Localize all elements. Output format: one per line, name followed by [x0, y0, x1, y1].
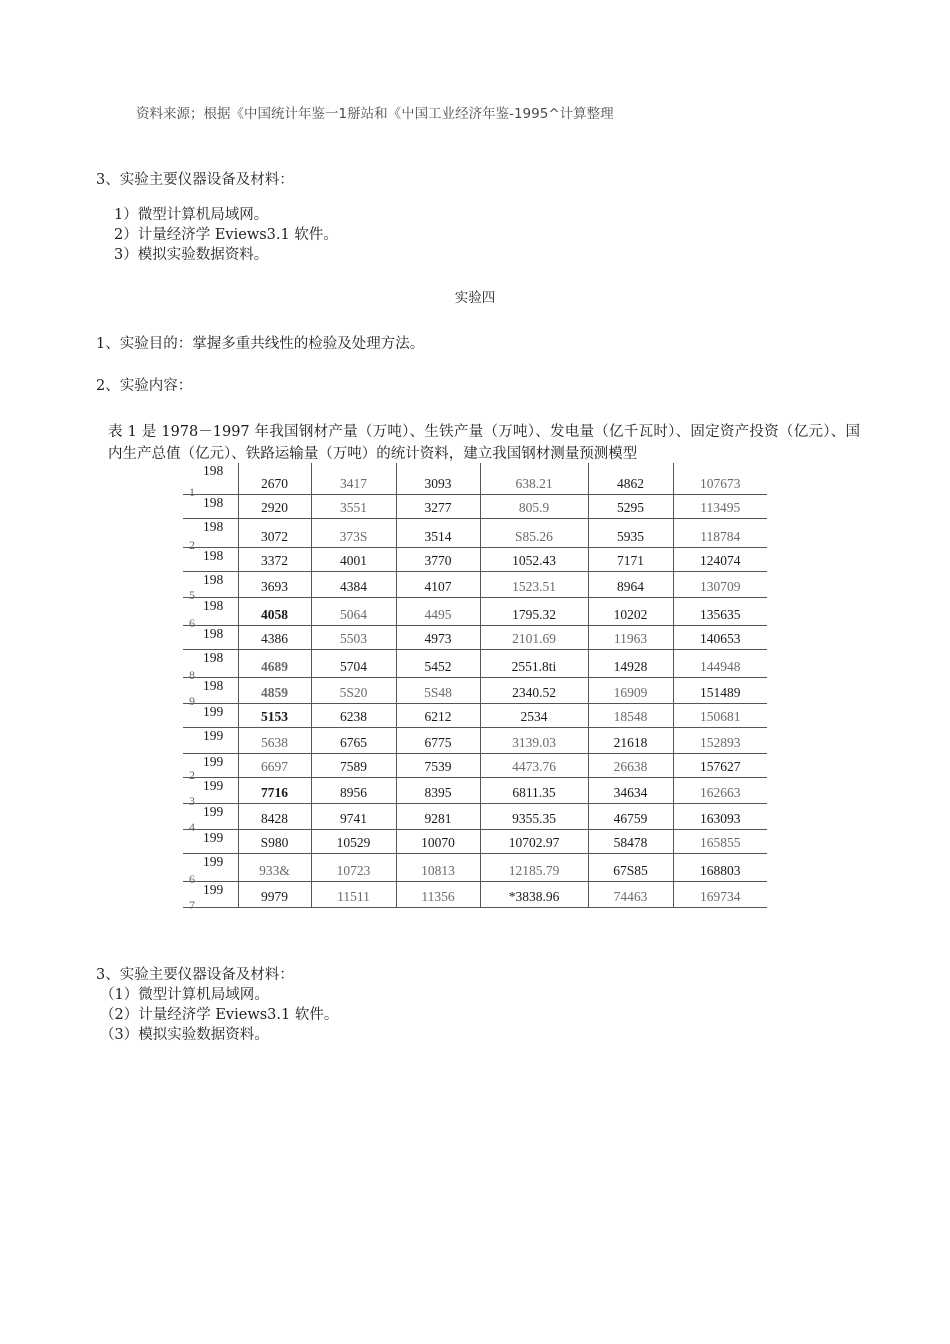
data-cell: 46759 [588, 803, 673, 829]
data-cell: 3277 [396, 494, 480, 518]
table-row [183, 547, 767, 571]
table-row [183, 597, 767, 625]
data-cell: 130709 [673, 571, 767, 597]
table-row [183, 518, 767, 547]
data-cell: 163093 [673, 803, 767, 829]
equipment-item-2: （2）计量经济学 Eviews3.1 软件。 [100, 1007, 339, 1023]
data-cell: 5S20 [311, 677, 396, 703]
data-cell: 165855 [673, 829, 767, 853]
data-cell: 169734 [673, 881, 767, 907]
data-cell: 118784 [673, 518, 767, 547]
table-row [183, 753, 767, 777]
data-cell: 10813 [396, 853, 480, 881]
table-row [183, 853, 767, 881]
data-cell: 9355.35 [480, 803, 588, 829]
year-cell: 199 4 [183, 803, 238, 829]
data-cell: S980 [238, 829, 311, 853]
table-row [183, 829, 767, 853]
data-cell: 8964 [588, 571, 673, 597]
data-cell: 10529 [311, 829, 396, 853]
data-cell: 4862 [588, 463, 673, 494]
data-cell: 805.9 [480, 494, 588, 518]
data-cell: 373S [311, 518, 396, 547]
data-cell: *3838.96 [480, 881, 588, 907]
year-cell: 199 3 [183, 777, 238, 803]
data-cell: 6238 [311, 703, 396, 727]
data-cell: 4058 [238, 597, 311, 625]
data-cell: 113495 [673, 494, 767, 518]
table-row [183, 571, 767, 597]
equipment-item: 3）模拟实验数据资料。 [114, 247, 269, 263]
data-cell: 124074 [673, 547, 767, 571]
data-cell: 157627 [673, 753, 767, 777]
data-cell: 150681 [673, 703, 767, 727]
year-cell: 198 [183, 625, 238, 649]
data-cell: 6765 [311, 727, 396, 753]
data-cell: 3551 [311, 494, 396, 518]
experiment-title: 实验四 [454, 290, 496, 306]
year-cell: 199 7 [183, 881, 238, 907]
year-cell: 198 5 [183, 571, 238, 597]
data-cell: 58478 [588, 829, 673, 853]
year-cell: 199 [183, 829, 238, 853]
table-row [183, 494, 767, 518]
data-cell: 4384 [311, 571, 396, 597]
data-cell: 1795.32 [480, 597, 588, 625]
year-cell: 198 2 [183, 518, 238, 547]
table-row [183, 703, 767, 727]
data-cell: 3372 [238, 547, 311, 571]
data-cell: 7171 [588, 547, 673, 571]
steel-data-table [183, 463, 767, 912]
content-heading: 2、实验内容： [96, 378, 193, 394]
year-cell: 198 [183, 494, 238, 518]
data-cell: 4495 [396, 597, 480, 625]
equipment-item: 2）计量经济学 Eviews3.1 软件。 [114, 227, 338, 243]
data-cell: 3514 [396, 518, 480, 547]
data-cell: 3417 [311, 463, 396, 494]
data-cell: 26638 [588, 753, 673, 777]
data-cell: 10070 [396, 829, 480, 853]
data-cell: 140653 [673, 625, 767, 649]
data-cell: 107673 [673, 463, 767, 494]
data-cell: 4473.76 [480, 753, 588, 777]
data-cell: 5638 [238, 727, 311, 753]
data-cell: 151489 [673, 677, 767, 703]
data-cell: 6697 [238, 753, 311, 777]
data-cell: S85.26 [480, 518, 588, 547]
data-cell: 3072 [238, 518, 311, 547]
year-cell: 199 [183, 703, 238, 727]
data-cell: 4973 [396, 625, 480, 649]
data-cell: 5704 [311, 649, 396, 677]
data-cell: 7716 [238, 777, 311, 803]
equipment-item-2: （1）微型计算机局域网。 [100, 987, 269, 1003]
data-cell: 144948 [673, 649, 767, 677]
year-cell: 198 6 [183, 597, 238, 625]
data-cell: 5452 [396, 649, 480, 677]
table-row [183, 803, 767, 829]
table-row [183, 649, 767, 677]
data-cell: 2101.69 [480, 625, 588, 649]
data-cell: 16909 [588, 677, 673, 703]
data-cell: 135635 [673, 597, 767, 625]
data-cell: 11356 [396, 881, 480, 907]
year-cell: 199 2 [183, 753, 238, 777]
data-cell: 4386 [238, 625, 311, 649]
data-cell: 3139.03 [480, 727, 588, 753]
data-cell: 74463 [588, 881, 673, 907]
data-cell: 8395 [396, 777, 480, 803]
data-cell: 11511 [311, 881, 396, 907]
equipment-heading-2: 3、实验主要仪器设备及材料： [96, 967, 294, 983]
data-cell: 67S85 [588, 853, 673, 881]
data-cell: 7539 [396, 753, 480, 777]
equipment-item: 1）微型计算机局域网。 [114, 207, 269, 223]
data-cell: 4689 [238, 649, 311, 677]
data-cell: 1052.43 [480, 547, 588, 571]
year-cell: 198 [183, 547, 238, 571]
table-row [183, 727, 767, 753]
table-row [183, 677, 767, 703]
data-cell: 11963 [588, 625, 673, 649]
year-cell: 198 1 [183, 463, 238, 494]
data-cell: 2534 [480, 703, 588, 727]
data-cell: 9281 [396, 803, 480, 829]
equipment-heading: 3、实验主要仪器设备及材料： [96, 172, 294, 188]
year-cell: 199 [183, 727, 238, 753]
data-cell: 168803 [673, 853, 767, 881]
data-cell: 5S48 [396, 677, 480, 703]
data-cell: 4001 [311, 547, 396, 571]
data-cell: 9741 [311, 803, 396, 829]
data-cell: 162663 [673, 777, 767, 803]
data-cell: 5064 [311, 597, 396, 625]
data-cell: 5935 [588, 518, 673, 547]
data-cell: 152893 [673, 727, 767, 753]
data-cell: 5295 [588, 494, 673, 518]
data-cell: 4107 [396, 571, 480, 597]
data-cell: 6775 [396, 727, 480, 753]
table-intro: 表 1 是 1978－1997 年我国钢材产量（万吨）、生铁产量（万吨）、发电量（亿千瓦时）、固定资产投资（亿元）、国内生产总值（亿元）、铁路运输量（万吨）的统计资料，建立我国钢材测量预测模型 [108, 424, 860, 462]
data-cell: 21618 [588, 727, 673, 753]
data-cell: 14928 [588, 649, 673, 677]
year-cell: 199 6 [183, 853, 238, 881]
data-cell: 8428 [238, 803, 311, 829]
data-cell: 6811.35 [480, 777, 588, 803]
data-cell: 1523.51 [480, 571, 588, 597]
data-cell: 10723 [311, 853, 396, 881]
table-row [183, 463, 767, 494]
data-cell: 3093 [396, 463, 480, 494]
data-cell: 933& [238, 853, 311, 881]
data-cell: 10702.97 [480, 829, 588, 853]
data-cell: 4859 [238, 677, 311, 703]
data-cell: 2670 [238, 463, 311, 494]
data-cell: 6212 [396, 703, 480, 727]
data-cell: 2920 [238, 494, 311, 518]
data-cell: 7589 [311, 753, 396, 777]
data-cell: 3693 [238, 571, 311, 597]
data-cell: 5153 [238, 703, 311, 727]
data-cell: 2340.52 [480, 677, 588, 703]
data-cell: 12185.79 [480, 853, 588, 881]
table-row [183, 777, 767, 803]
table-row [183, 625, 767, 649]
year-cell: 198 9 [183, 677, 238, 703]
data-cell: 3770 [396, 547, 480, 571]
data-cell: 8956 [311, 777, 396, 803]
source-note: 资料来源；根据《中国统计年鉴一1掰站和《屮国工业经济年鉴-1995^计算整理 [136, 106, 614, 122]
data-cell: 5503 [311, 625, 396, 649]
data-cell: 18548 [588, 703, 673, 727]
data-cell: 34634 [588, 777, 673, 803]
purpose-line: 1、实验目的：掌握多重共线性的检验及处理方法。 [96, 336, 425, 352]
table-row [183, 881, 767, 907]
equipment-item-2: （3）模拟实验数据资料。 [100, 1027, 269, 1043]
data-cell: 10202 [588, 597, 673, 625]
data-cell: 9979 [238, 881, 311, 907]
data-cell: 638.21 [480, 463, 588, 494]
year-cell: 198 8 [183, 649, 238, 677]
data-cell: 2551.8ti [480, 649, 588, 677]
